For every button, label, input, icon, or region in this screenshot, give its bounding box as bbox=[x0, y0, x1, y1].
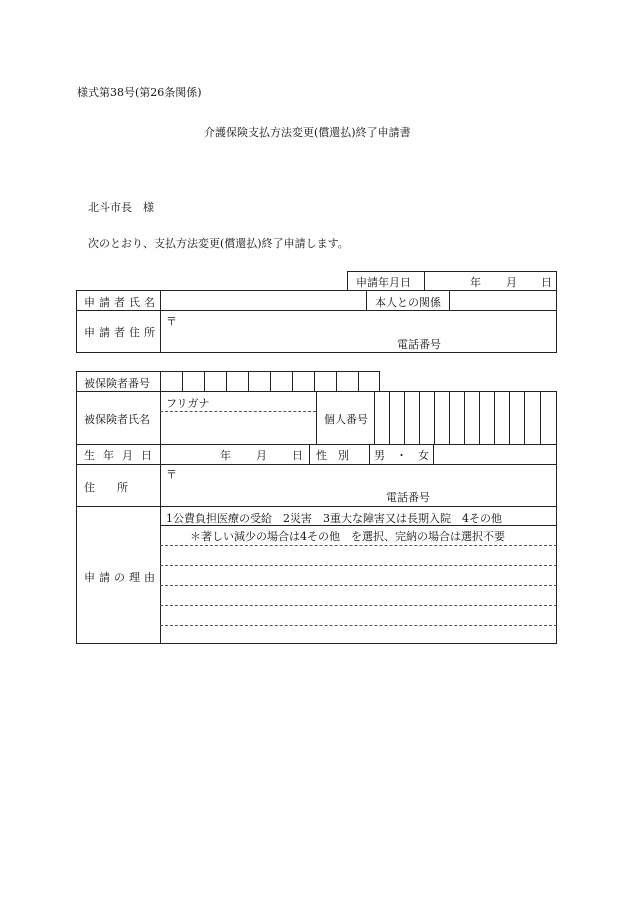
applicant-name-label: 申請者氏名 bbox=[84, 296, 159, 309]
relation-label: 本人との関係 bbox=[375, 296, 441, 309]
digit-divider bbox=[419, 391, 420, 444]
digit-divider bbox=[434, 391, 435, 444]
digit-divider bbox=[449, 391, 450, 444]
divider bbox=[366, 290, 367, 310]
reason-line bbox=[160, 565, 557, 566]
insured-name-label: 被保険者氏名 bbox=[84, 413, 150, 426]
divider bbox=[374, 391, 375, 444]
birth-day-label: 日 bbox=[292, 449, 303, 462]
date-day-label: 日 bbox=[541, 276, 552, 289]
digit-divider bbox=[404, 391, 405, 444]
insured-address-label: 住 所 bbox=[84, 481, 128, 494]
intro-text: 次のとおり、支払方法変更(償還払)終了申請します。 bbox=[88, 237, 349, 250]
divider bbox=[76, 444, 557, 445]
digit-divider bbox=[314, 371, 315, 392]
divider bbox=[369, 444, 370, 464]
divider bbox=[160, 371, 161, 392]
reason-line bbox=[160, 605, 557, 606]
digit-divider bbox=[479, 391, 480, 444]
divider bbox=[76, 464, 557, 465]
postal-mark: 〒 bbox=[166, 315, 177, 328]
furigana-line bbox=[160, 411, 316, 412]
reason-line bbox=[160, 625, 557, 626]
document-title: 介護保険支払方法変更(償還払)終了申請書 bbox=[204, 126, 411, 139]
digit-divider bbox=[248, 371, 249, 392]
addressee: 北斗市長 様 bbox=[88, 201, 154, 214]
divider bbox=[160, 290, 161, 353]
sex-options: 男 ・ 女 bbox=[374, 449, 429, 462]
divider bbox=[160, 525, 557, 526]
digit-divider bbox=[389, 391, 390, 444]
birth-year-label: 年 bbox=[220, 449, 231, 462]
insured-postal-mark: 〒 bbox=[166, 468, 177, 481]
date-year-label: 年 bbox=[470, 276, 481, 289]
reason-options: 1公費負担医療の受給 2災害 3重大な障害又は長期入院 4その他 bbox=[166, 512, 502, 525]
insured-number-label: 被保険者番号 bbox=[84, 377, 150, 390]
digit-divider bbox=[336, 371, 337, 392]
furigana-label: フリガナ bbox=[166, 397, 210, 410]
sex-label: 性 別 bbox=[316, 449, 349, 462]
date-month-label: 月 bbox=[506, 276, 517, 289]
applicant-phone-label: 電話番号 bbox=[397, 338, 441, 351]
divider bbox=[76, 506, 557, 507]
digit-divider bbox=[509, 391, 510, 444]
divider bbox=[160, 391, 161, 644]
digit-divider bbox=[204, 371, 205, 392]
divider bbox=[449, 290, 450, 310]
divider bbox=[433, 444, 434, 464]
reason-label: 申請の理由 bbox=[84, 571, 159, 584]
digit-divider bbox=[358, 371, 359, 392]
digit-divider bbox=[494, 391, 495, 444]
divider bbox=[309, 444, 310, 464]
reason-line bbox=[160, 545, 557, 546]
divider bbox=[316, 391, 317, 444]
applicant-address-label: 申請者住所 bbox=[84, 326, 159, 339]
digit-divider bbox=[292, 371, 293, 392]
application-date-label: 申請年月日 bbox=[356, 276, 411, 289]
divider bbox=[76, 310, 557, 311]
divider bbox=[424, 271, 425, 291]
digit-divider bbox=[524, 391, 525, 444]
birth-date-label: 生年月日 bbox=[84, 449, 160, 462]
reason-line bbox=[160, 585, 557, 586]
digit-divider bbox=[226, 371, 227, 392]
reason-note: ＊著しい減少の場合は4その他 を選択、完納の場合は選択不要 bbox=[190, 530, 505, 543]
digit-divider bbox=[270, 371, 271, 392]
personal-number-label: 個人番号 bbox=[324, 413, 368, 426]
insured-phone-label: 電話番号 bbox=[386, 491, 430, 504]
digit-divider bbox=[464, 391, 465, 444]
birth-month-label: 月 bbox=[256, 449, 267, 462]
form-number: 様式第38号(第26条関係) bbox=[77, 86, 202, 99]
digit-divider bbox=[540, 391, 541, 444]
digit-divider bbox=[182, 371, 183, 392]
